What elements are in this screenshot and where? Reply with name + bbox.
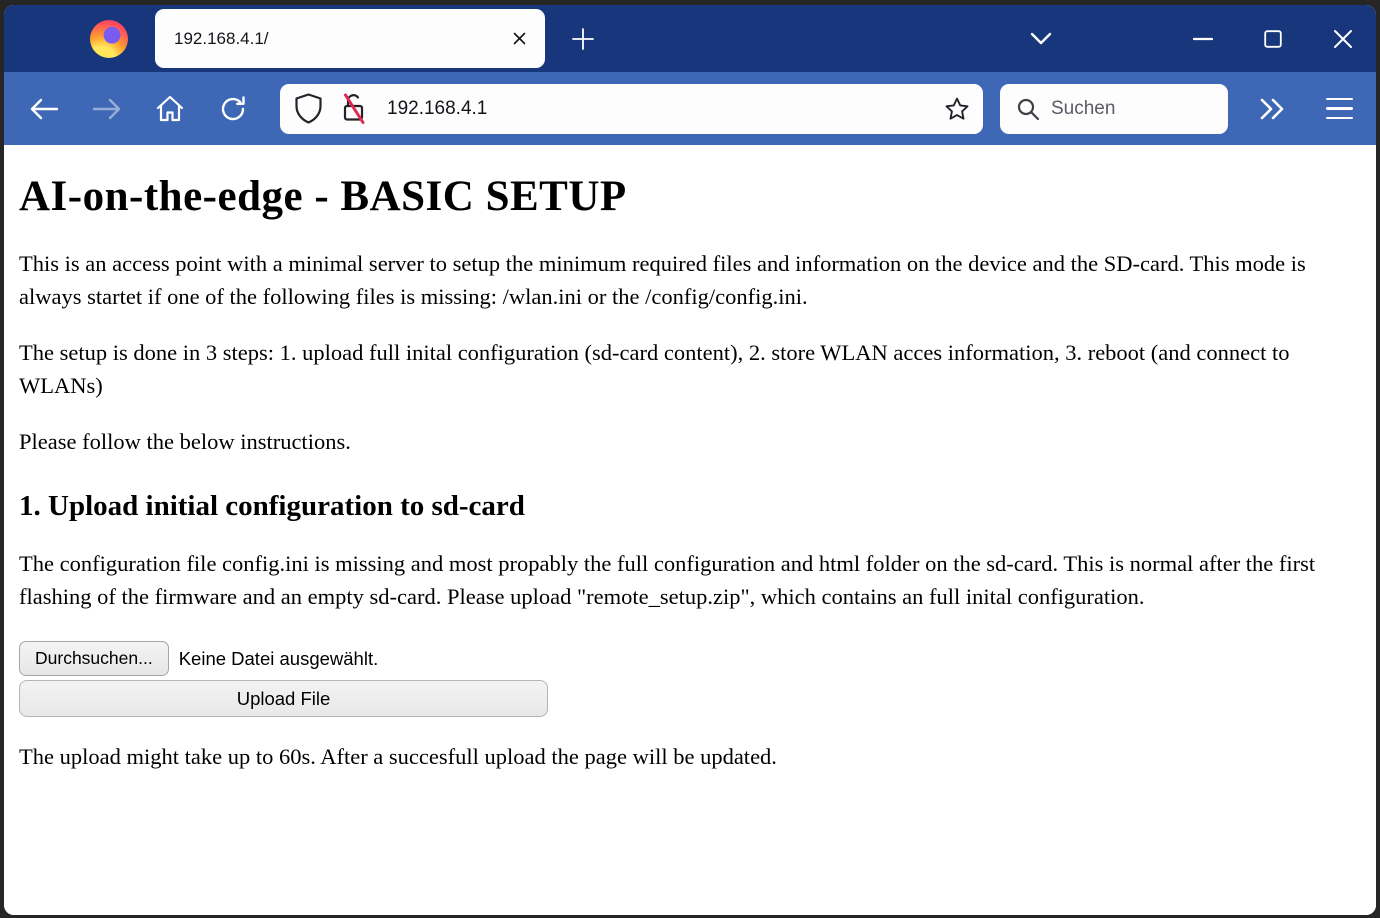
home-button[interactable]	[148, 87, 192, 131]
firefox-logo-icon	[90, 20, 128, 58]
home-icon	[156, 95, 184, 122]
file-input-row	[19, 641, 1361, 676]
page-content	[4, 145, 1376, 915]
search-icon	[1016, 97, 1040, 121]
back-button[interactable]	[22, 87, 66, 131]
browser-window	[4, 5, 1376, 915]
minimize-icon	[1193, 37, 1213, 41]
maximize-icon	[1264, 30, 1282, 48]
site-security-icons	[280, 92, 369, 125]
new-tab-button[interactable]	[561, 17, 605, 61]
intro-paragraph-3: Please follow the below instructions.	[19, 429, 351, 454]
chevron-down-icon	[1030, 32, 1052, 46]
double-chevron-right-icon	[1259, 98, 1287, 120]
intro-paragraph-1: This is an access point with a minimal server to setup the minimum required files and information on the device and the SD-card. This mode is always startet if one of the following files is missing: /wlan.ini or the /config/config.ini.	[19, 251, 1306, 309]
url-text[interactable]: 192.168.4.1	[387, 97, 488, 119]
tab-close-button[interactable]	[503, 23, 535, 55]
file-status-text: Keine Datei ausgewählt.	[178, 647, 379, 669]
list-all-tabs-button[interactable]	[1018, 17, 1064, 61]
reload-icon	[219, 95, 247, 123]
browse-file-button[interactable]: Durchsuchen...	[19, 641, 169, 676]
plus-icon	[571, 27, 595, 51]
reload-button[interactable]	[211, 87, 255, 131]
upload-file-button[interactable]: Upload File	[19, 680, 548, 717]
section1-body: The configuration file config.ini is missing and most propably the full configuration and html folder on the sd-card. This is normal after the first flashing of the firmware and an empty sd-card. Please upload "remote_setup.zip", which contains an full inital configuration.	[19, 551, 1316, 609]
overflow-menu-button[interactable]	[1251, 87, 1295, 131]
insecure-lock-icon[interactable]	[339, 92, 369, 125]
active-tab[interactable]	[155, 9, 545, 68]
maximize-button[interactable]	[1250, 17, 1296, 61]
hamburger-icon	[1326, 98, 1353, 120]
upload-note: The upload might take up to 60s. After a succesfull upload the page will be updated.	[19, 744, 777, 769]
search-input[interactable]	[1051, 98, 1201, 120]
section1-heading: 1. Upload initial configuration to sd-card	[19, 490, 525, 522]
forward-arrow-icon	[92, 97, 122, 121]
intro-paragraph-2: The setup is done in 3 steps: 1. upload full inital configuration (sd-card content), 2. store WLAN acces information, 3. reboot (and connect to WLANs)	[19, 340, 1290, 398]
close-icon	[1333, 29, 1353, 49]
bookmark-star-button[interactable]	[937, 89, 977, 129]
url-bar[interactable]	[280, 84, 983, 134]
tab-bar	[4, 5, 1376, 72]
search-box[interactable]	[1000, 84, 1228, 134]
back-arrow-icon	[29, 97, 59, 121]
navigation-toolbar	[4, 72, 1376, 145]
window-controls	[1156, 17, 1376, 61]
shield-icon[interactable]	[295, 93, 322, 124]
minimize-button[interactable]	[1180, 17, 1226, 61]
forward-button[interactable]	[85, 87, 129, 131]
close-icon	[512, 31, 527, 46]
close-window-button[interactable]	[1320, 17, 1366, 61]
tab-title: 192.168.4.1/	[174, 28, 269, 48]
star-icon	[944, 96, 970, 122]
app-menu-button[interactable]	[1317, 87, 1361, 131]
page-title: AI-on-the-edge - BASIC SETUP	[19, 173, 627, 220]
